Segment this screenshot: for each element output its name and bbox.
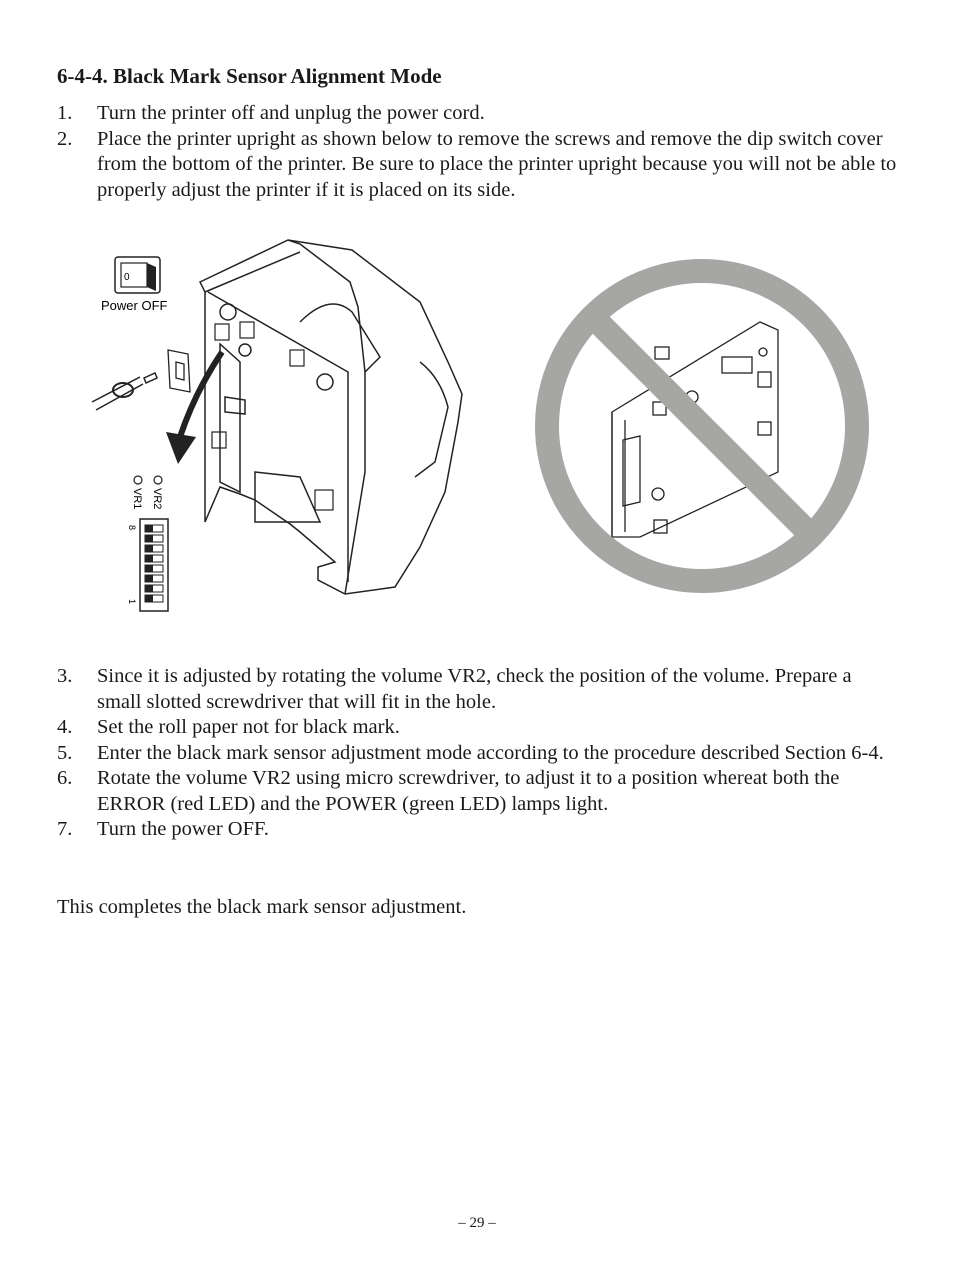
prohibited-icon <box>547 271 857 581</box>
printer-upright-drawing <box>200 240 462 594</box>
dip-switch <box>140 519 168 611</box>
list-item <box>57 127 899 204</box>
steps-list-before-figure <box>57 101 899 203</box>
list-item <box>57 664 899 715</box>
step-text: Turn the power OFF. <box>97 818 269 840</box>
list-item <box>57 715 899 741</box>
list-item <box>57 101 899 127</box>
power-off-label: Power OFF <box>101 298 168 313</box>
step-text: Place the printer upright as shown below to remove the screws and remove the dip switch cover from the bottom of the printer. Be sure to place the printer upright because you will not be able to properly adjust the printer if it is placed on its side. <box>97 127 897 201</box>
step-text: Set the roll paper not for black mark. <box>97 716 400 738</box>
dip-switch-cover <box>168 350 190 392</box>
step-number: 3. <box>57 665 73 687</box>
vr1-label: VR1 <box>131 488 143 510</box>
step-number: 6. <box>57 767 73 789</box>
dip-label-8: 8 <box>127 525 137 531</box>
list-item <box>57 766 899 817</box>
switch-mark: 0 <box>124 272 130 283</box>
page-number: – 29 – <box>458 1215 496 1231</box>
step-text: Since it is adjusted by rotating the volume VR2, check the position of the volume. Prepare a small slotted screwdriver that will fit in the hole. <box>97 665 852 713</box>
step-text: Enter the black mark sensor adjustment mode according to the procedure described Section 6-4. <box>97 741 884 764</box>
printer-figure <box>0 232 954 612</box>
closing-text: This completes the black mark sensor adjustment. <box>57 896 467 918</box>
screwdriver-icon <box>92 373 157 410</box>
list-item <box>57 817 899 843</box>
steps-list-after-figure <box>57 664 899 843</box>
list-item <box>57 741 899 767</box>
section-heading: 6-4-4. Black Mark Sensor Alignment Mode <box>57 64 442 88</box>
step-number: 7. <box>57 818 73 840</box>
power-switch-icon <box>115 257 160 293</box>
step-text: Rotate the volume VR2 using micro screwdriver, to adjust it to a position whereat both the ERROR (red LED) and the POWER (green LED) lamps light. <box>97 767 840 815</box>
step-number: 5. <box>57 741 73 764</box>
step-number: 2. <box>57 127 73 150</box>
step-text: Turn the printer off and unplug the power cord. <box>97 102 485 124</box>
step-number: 1. <box>57 102 73 124</box>
vr2-label: VR2 <box>151 488 163 510</box>
step-number: 4. <box>57 716 73 738</box>
dip-label-1: 1 <box>127 599 137 605</box>
